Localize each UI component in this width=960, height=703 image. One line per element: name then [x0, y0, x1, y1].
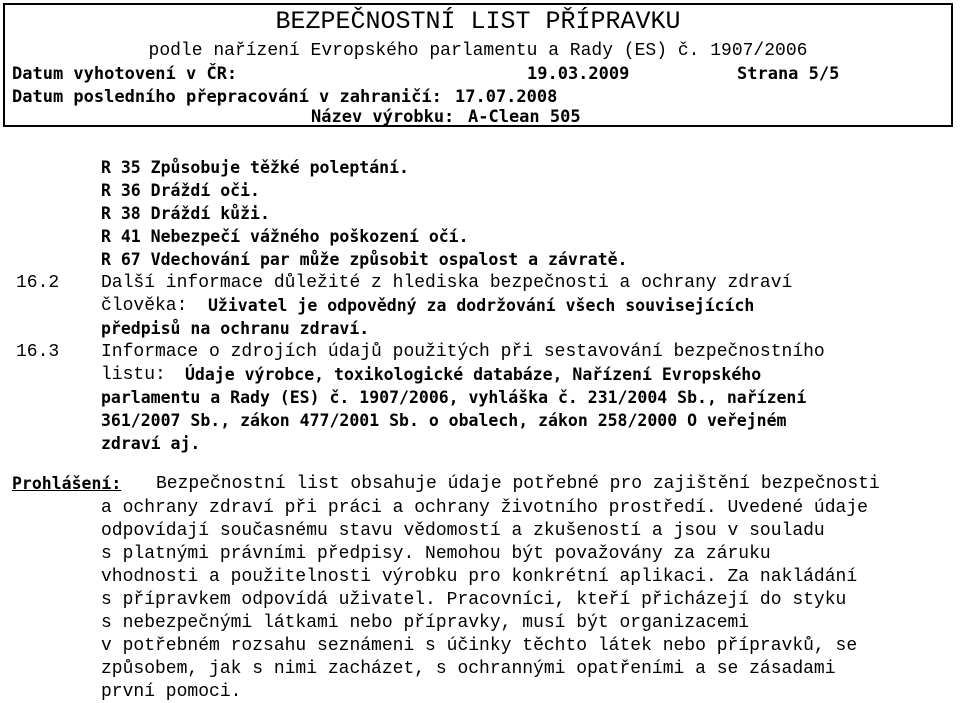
section-16-2-text: Uživatel je odpovědný za dodržování všech souvisejících: [208, 296, 755, 315]
declaration-line: s nebezpečnými látkami nebo přípravky, musí být organizacemi: [101, 613, 750, 633]
r-phrase: R 67 Vdechování par může způsobit ospalost a závratě.: [101, 250, 628, 269]
r-phrase: R 35 Způsobuje těžké poleptání.: [101, 158, 409, 177]
section-16-3-text: parlamentu a Rady (ES) č. 1907/2006, vyhláška č. 231/2004 Sb., nařízení: [101, 388, 807, 407]
section-16-3-heading-cont: listu:: [101, 365, 166, 385]
section-16-3-text: 361/2007 Sb., zákon 477/2001 Sb. o obalech, zákon 258/2000 O veřejném: [101, 411, 787, 430]
document-header: [3, 3, 953, 127]
declaration-line: Bezpečnostní list obsahuje údaje potřebné pro zajištění bezpečnosti: [156, 474, 880, 494]
issue-date-label: Datum vyhotovení v ČR:: [12, 64, 238, 84]
product-name-label: Název výrobku:: [311, 107, 455, 127]
declaration-line: první pomoci.: [101, 682, 242, 702]
section-16-3-text: Údaje výrobce, toxikologické databáze, Nařízení Evropského: [185, 365, 762, 384]
revision-date-value: 17.07.2008: [455, 87, 558, 107]
issue-date-value: 19.03.2009: [527, 64, 630, 84]
document-title: BEZPEČNOSTNÍ LIST PŘÍPRAVKU: [275, 7, 681, 36]
r-phrase: R 38 Dráždí kůži.: [101, 204, 270, 223]
section-16-2-heading-cont: člověka:: [101, 296, 188, 316]
declaration-line: odpovídají současnému stavu vědomostí a zkušeností a jsou v souladu: [101, 521, 825, 541]
product-name-value: A-Clean 505: [468, 107, 581, 127]
section-16-2-text: předpisů na ochranu zdraví.: [101, 319, 370, 338]
r-phrase: R 41 Nebezpečí vážného poškození očí.: [101, 227, 469, 246]
section-16-3-text: zdraví aj.: [101, 434, 201, 453]
declaration-line: způsobem, jak s nimi zacházet, s ochrannými opatřeními a se zásadami: [101, 659, 836, 679]
declaration-line: s přípravkem odpovídá uživatel. Pracovníci, kteří přicházejí do styku: [101, 590, 847, 610]
r-phrase: R 36 Dráždí oči.: [101, 181, 260, 200]
declaration-line: v potřebném rozsahu seznámeni s účinky těchto látek nebo přípravků, se: [101, 636, 858, 656]
section-16-2-number: 16.2: [16, 273, 60, 293]
declaration-line: a ochrany zdraví při práci a ochrany životního prostředí. Uvedené údaje: [101, 498, 868, 518]
section-16-3-number: 16.3: [16, 342, 60, 362]
declaration-line: vhodnosti a použitelnosti výrobku pro konkrétní aplikaci. Za nakládání: [101, 567, 858, 587]
declaration-label: Prohlášení:: [12, 474, 122, 493]
section-16-3-heading: Informace o zdrojích údajů použitých při sestavování bezpečnostního: [101, 342, 825, 362]
section-16-2-heading: Další informace důležité z hlediska bezpečnosti a ochrany zdraví: [101, 273, 793, 293]
revision-date-label: Datum posledního přepracování v zahraničí:: [12, 87, 442, 107]
page-number: Strana 5/5: [737, 64, 840, 84]
document-subtitle: podle nařízení Evropského parlamentu a Rady (ES) č. 1907/2006: [148, 41, 808, 61]
declaration-line: s platnými právními předpisy. Nemohou být považovány za záruku: [101, 544, 771, 564]
